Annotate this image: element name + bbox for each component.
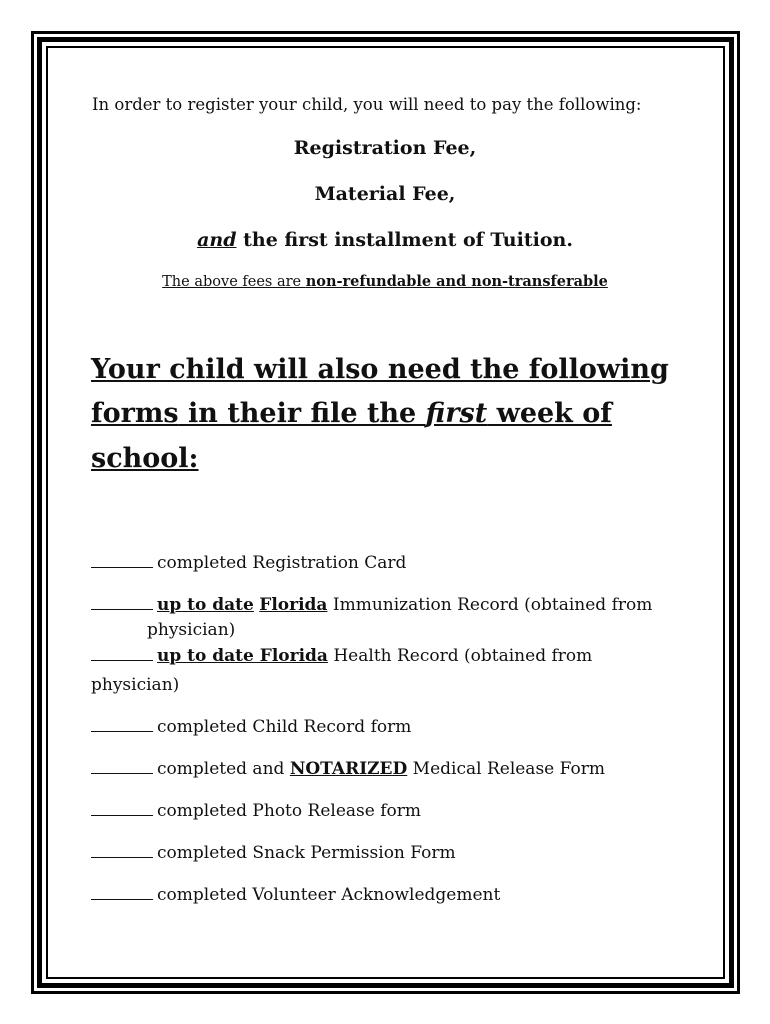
forms-heading-line3: school: [91, 443, 199, 474]
forms-heading-line2 [91, 398, 612, 429]
checklist-item-label: completed and [157, 759, 290, 779]
checklist-item-child-record [91, 717, 411, 738]
check-blank[interactable] [91, 759, 153, 774]
fees-notice-prefix: The above fees are [162, 274, 306, 290]
fees-notice [0, 274, 770, 291]
checklist-item-label: completed Snack Permission Form [157, 843, 456, 863]
checklist-item-label: completed Child Record form [157, 717, 412, 737]
registration-fee: Registration Fee, [293, 137, 477, 159]
checklist-item-medical-release [91, 759, 605, 780]
checklist-item-label: completed Photo Release form [157, 801, 421, 821]
checklist-item-immunization-cont: physician) [147, 620, 236, 640]
check-blank[interactable] [91, 885, 153, 900]
forms-heading-line1: Your child will also need the following [91, 354, 669, 385]
tuition-installment [0, 230, 770, 252]
fees-notice-bold: non-refundable and non-transferable [305, 273, 608, 290]
checklist-item-label: Immunization Record (obtained from [327, 595, 653, 615]
notarized-label: NOTARIZED [289, 759, 408, 779]
florida-label: Florida [259, 595, 328, 615]
material-fee: Material Fee, [314, 183, 456, 205]
checklist-item-immunization [91, 595, 652, 616]
checklist-item-snack-permission [91, 843, 456, 864]
check-blank[interactable] [91, 595, 153, 610]
and-word: and [197, 229, 237, 251]
checklist-item-label: completed Registration Card [157, 553, 407, 573]
heading-week-of: week of [487, 398, 612, 429]
checklist-item-volunteer [91, 885, 500, 906]
check-blank[interactable] [91, 553, 153, 568]
check-blank[interactable] [91, 646, 153, 661]
checklist-item-registration-card [91, 553, 406, 574]
up-to-date-florida-label: up to date Florida [157, 646, 328, 666]
intro-text: In order to register your child, you will need to pay the following: [92, 95, 642, 114]
checklist-item-health-record-cont: physician) [91, 675, 180, 695]
checklist-item-label: Health Record (obtained from [327, 646, 593, 666]
up-to-date-label: up to date [157, 595, 254, 615]
checklist-item-label-rest: Medical Release Form [407, 759, 605, 779]
first-word: first [425, 398, 488, 429]
heading-in-their-file: in their file the [188, 398, 426, 429]
tuition-text: the first installment of Tuition. [236, 229, 573, 251]
check-blank[interactable] [91, 843, 153, 858]
checklist-item-label: completed Volunteer Acknowledgement [157, 885, 501, 905]
forms-word: forms [91, 398, 179, 429]
check-blank[interactable] [91, 717, 153, 732]
checklist-item-health-record [91, 646, 592, 667]
checklist-item-photo-release [91, 801, 421, 822]
check-blank[interactable] [91, 801, 153, 816]
